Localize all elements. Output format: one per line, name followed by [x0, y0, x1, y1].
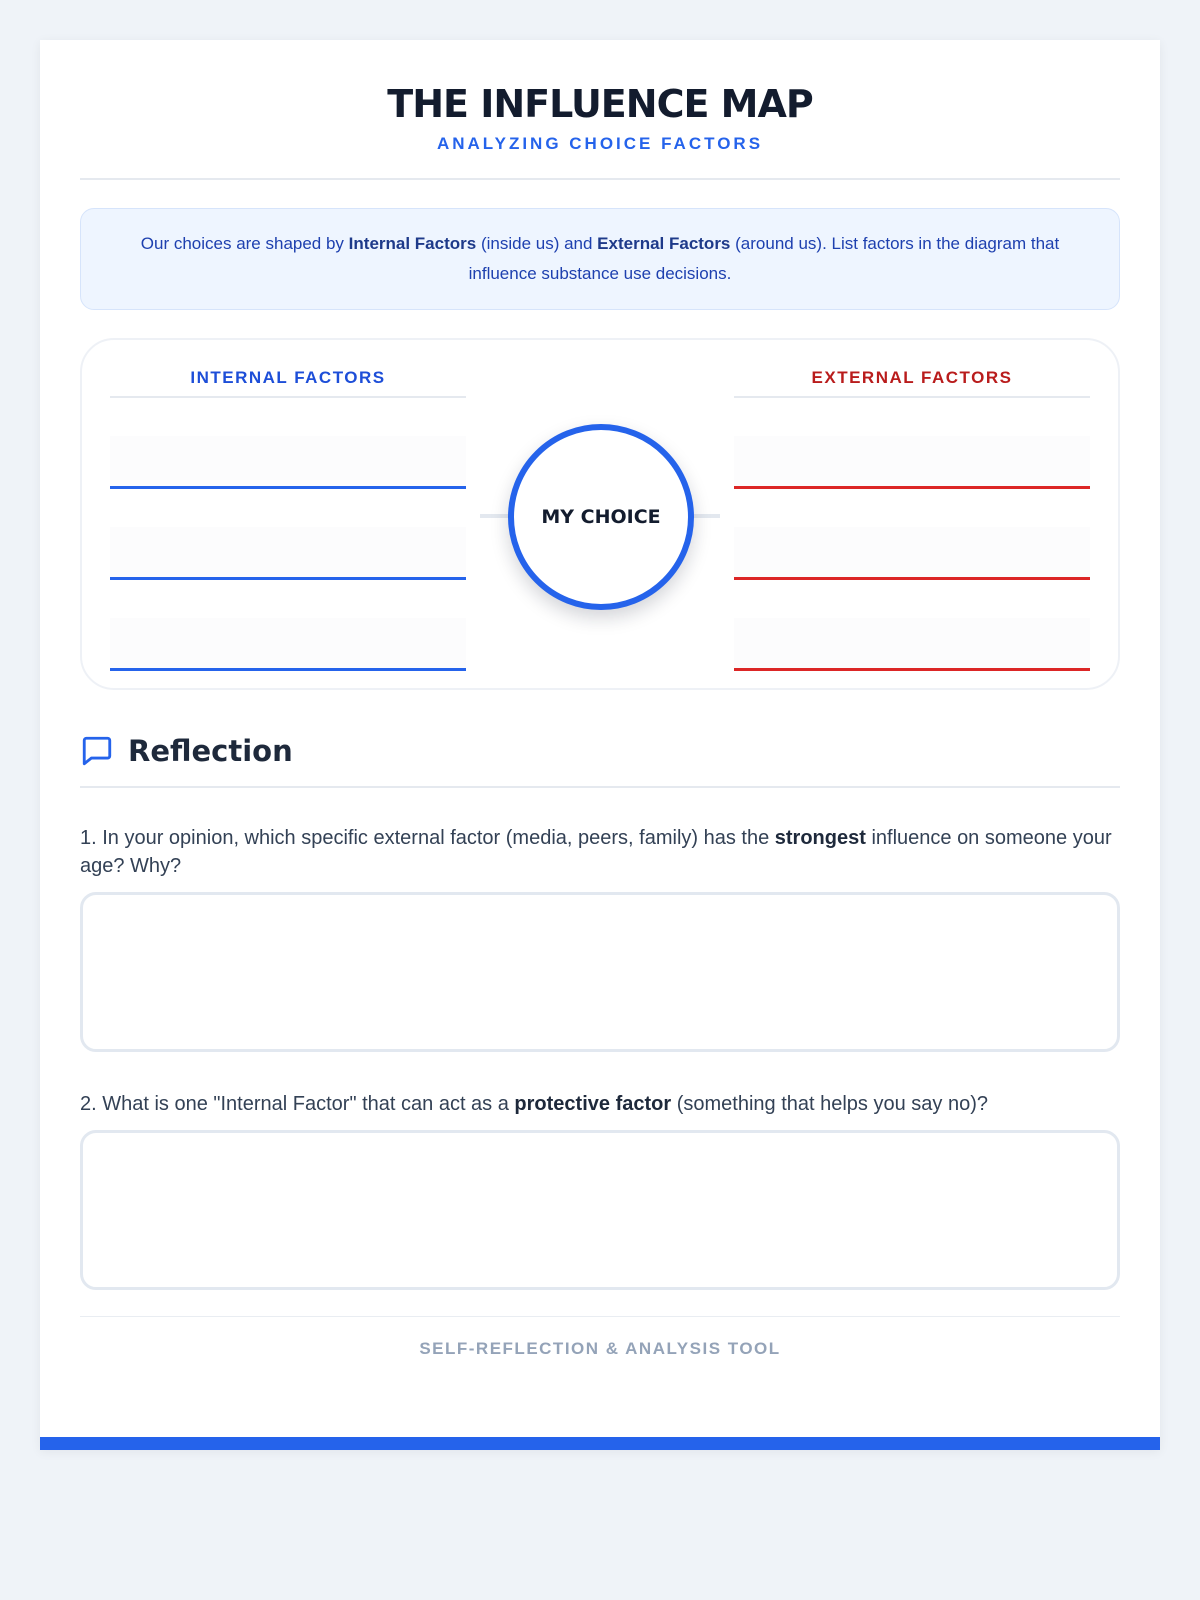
question-text: influence on someone your age? Why? — [80, 827, 1112, 877]
answer-box-2[interactable] — [80, 1130, 1120, 1290]
intro-text: (around us). List factors in the diagram that influence substance use decisions. — [468, 234, 1060, 283]
intro-text: (inside us) and — [476, 234, 598, 253]
influence-diagram — [80, 338, 1120, 690]
question-emphasis: strongest — [774, 827, 866, 849]
intro-text: Our choices are shaped by — [140, 234, 349, 253]
intro-internal-term: Internal Factors — [348, 234, 477, 253]
external-factor-line-3[interactable] — [734, 618, 1090, 671]
internal-factor-line-1[interactable] — [110, 436, 466, 489]
external-factors-heading: EXTERNAL FACTORS — [734, 368, 1090, 398]
external-factor-line-1[interactable] — [734, 436, 1090, 489]
internal-factors-column — [110, 368, 466, 671]
question-text: (something that helps you say no)? — [671, 1093, 988, 1115]
external-factor-line-2[interactable] — [734, 527, 1090, 580]
chat-bubble-icon — [80, 734, 114, 768]
question-2 — [80, 1090, 1120, 1118]
answer-box-1[interactable] — [80, 892, 1120, 1052]
header — [80, 80, 1120, 180]
reflection-header — [80, 734, 1120, 788]
question-1 — [80, 824, 1120, 880]
internal-factor-line-2[interactable] — [110, 527, 466, 580]
external-factors-column — [734, 368, 1090, 671]
my-choice-label: MY CHOICE — [541, 505, 661, 528]
page-title: THE INFLUENCE MAP — [387, 82, 813, 126]
page-subtitle: ANALYZING CHOICE FACTORS — [436, 134, 764, 153]
my-choice-circle — [508, 424, 694, 610]
intro-box — [80, 208, 1120, 310]
question-emphasis: protective factor — [514, 1093, 672, 1115]
footer-label: SELF-REFLECTION & ANALYSIS TOOL — [80, 1316, 1120, 1359]
worksheet — [40, 40, 1160, 1450]
question-text: 2. What is one "Internal Factor" that can act as a — [80, 1093, 515, 1115]
question-text: 1. In your opinion, which specific external factor (media, peers, family) has the — [80, 827, 775, 849]
reflection-title: Reflection — [128, 734, 293, 768]
internal-factors-heading: INTERNAL FACTORS — [110, 368, 466, 398]
intro-external-term: External Factors — [597, 234, 731, 253]
internal-factor-line-3[interactable] — [110, 618, 466, 671]
